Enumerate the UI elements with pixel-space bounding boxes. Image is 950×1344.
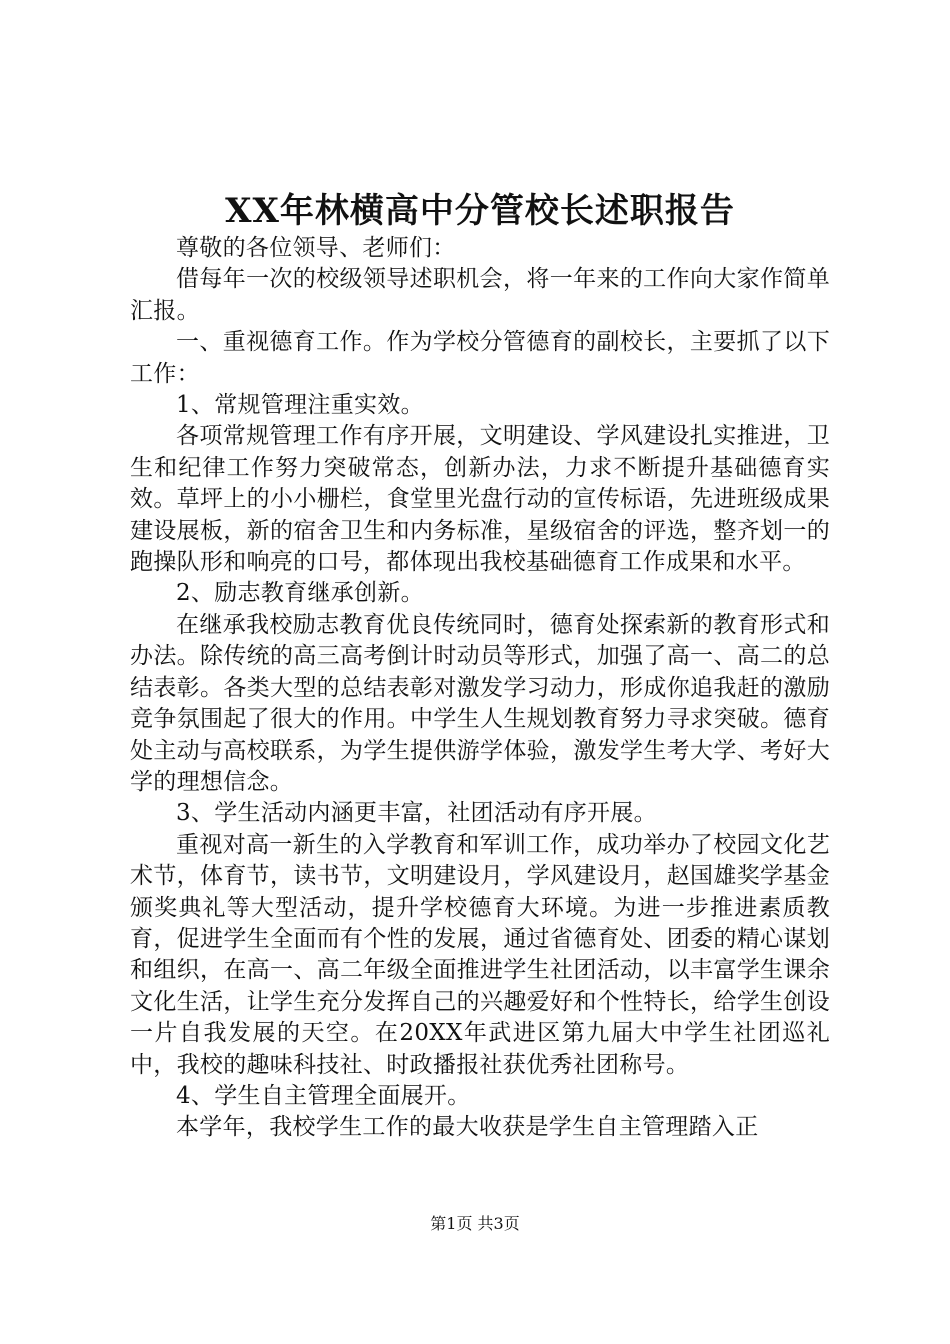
salutation-paragraph: 尊敬的各位领导、老师们：	[176, 235, 456, 261]
subheading-routine-management: 1、常规管理注重实效。	[176, 392, 424, 419]
intro-paragraph: 借每年一次的校级领导述职机会，将一年来的工作向大家作简单汇报。	[130, 266, 830, 324]
body-paragraph: 各项常规管理工作有序开展，文明建设、学风建设扎实推进，卫生和纪律工作努力突破常态，创新办法，力求不断提升基础德育实效。草坪上的小小栅栏，食堂里光盘行动的宣传标语，先进班级成果建设展板，新的宿舍卫生和内务标准，星级宿舍的评选，整齐划一的跑操队形和响亮的口号，都体现出我校基础德育工作成果和水平。	[130, 423, 830, 576]
section-heading-moral-education: 一、重视德育工作。作为学校分管德育的副校长，主要抓了以下工作：	[130, 329, 830, 387]
page-number-footer: 第1页 共3页	[430, 1214, 520, 1233]
document-title: XX年林横高中分管校长述职报告	[225, 191, 735, 231]
subheading-student-activities: 3、学生活动内涵更丰富，社团活动有序开展。	[176, 800, 657, 827]
body-paragraph: 在继承我校励志教育优良传统同时，德育处探索新的教育形式和办法。除传统的高三高考倒计时动员等形式，加强了高一、高二的总结表彰。各类大型的总结表彰对激发学习动力，形成你追我赶的激励竞争氛围起了很大的作用。中学生人生规划教育努力寻求突破。德育处主动与高校联系，为学生提供游学体验，激发学生考大学、考好大学的理想信念。	[130, 611, 830, 795]
subheading-self-management: 4、学生自主管理全面展开。	[176, 1082, 471, 1109]
body-paragraph: 重视对高一新生的入学教育和军训工作，成功举办了校园文化艺术节，体育节，读书节，文明建设月，学风建设月，赵国雄奖学基金颁奖典礼等大型活动，提升学校德育大环境。为进一步推进素质教育，促进学生全面而有个性的发展，通过省德育处、团委的精心谋划和组织，在高一、高二年级全面推进学生社团活动，以丰富学生课余文化生活，让学生充分发挥自己的兴趣爱好和个性特长，给学生创设一片自我发展的天空。在20XX年武进区第九届大中学生社团巡礼中，我校的趣味科技社、时政播报社获优秀社团称号。	[130, 831, 830, 1078]
body-paragraph: 本学年，我校学生工作的最大收获是学生自主管理踏入正	[176, 1114, 759, 1141]
document-body	[130, 233, 830, 1144]
subheading-inspirational-education: 2、励志教育继承创新。	[176, 580, 424, 607]
